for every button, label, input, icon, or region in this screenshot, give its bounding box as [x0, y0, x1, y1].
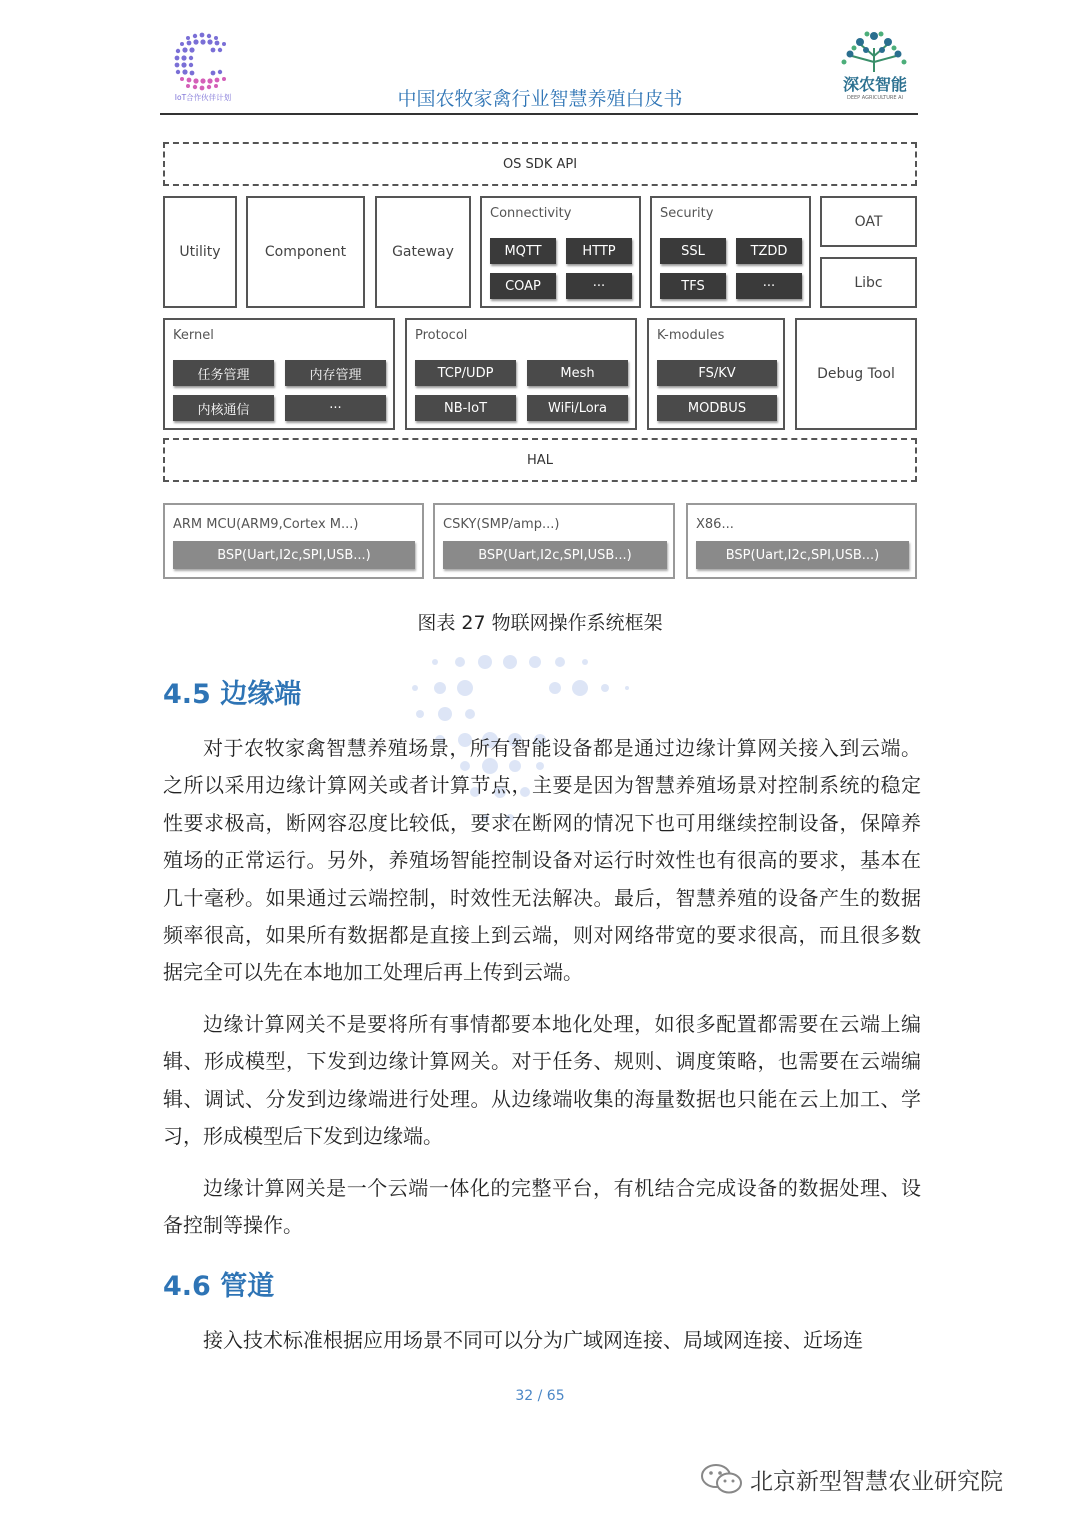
tcp-udp-chip: TCP/UDP — [415, 360, 516, 386]
header-divider — [160, 113, 918, 115]
fs-kv-chip: FS/KV — [657, 360, 777, 386]
gateway-label: Gateway — [392, 244, 454, 260]
x86-label: X86... — [696, 517, 734, 532]
paragraph-edge-1: 对于农牧家禽智慧养殖场景，所有智能设备都是通过边缘计算网关接入到云端。 之所以采用边缘计算网关或者计算节点，主要是因为智慧养殖场景对控制系统的稳定性要求极高，断网容忍度比较低，要求在断网的情况下也可用继续控制设备，保障养殖场的正常运行。另外，养殖场智能控制设备对运行时效性也有很高的要求，基本在几十毫秒。如果通过云端控制，时效性无法解决。最后，智慧养殖的设备产生的数据频率很高，如果所有数据都是直接上到云端，则对网络带宽的要求很高，而且很多数据完全可以先在本地加工处理后再上传到云端。 — [163, 736, 921, 985]
connectivity-box — [480, 196, 641, 308]
modbus-chip: MODBUS — [657, 395, 777, 421]
os-sdk-api-label: OS SDK API — [502, 156, 578, 172]
security-box — [650, 196, 811, 308]
security-label: Security — [660, 206, 714, 221]
arm-bsp-bar: BSP(Uart,I2c,SPI,USB...) — [173, 541, 415, 569]
kernel-label: Kernel — [173, 328, 214, 343]
kernel-more-chip: ··· — [285, 395, 386, 421]
http-chip: HTTP — [566, 238, 632, 264]
connectivity-label: Connectivity — [490, 206, 572, 221]
x86-box — [686, 503, 917, 579]
paragraph-edge-3: 边缘计算网关是一个云端一体化的完整平台，有机结合完成设备的数据处理、设备控制等操作。 — [163, 1176, 921, 1238]
arm-mcu-label: ARM MCU(ARM9,Cortex M...) — [173, 517, 359, 532]
protocol-label: Protocol — [415, 328, 468, 343]
debug-tool-label: Debug Tool — [817, 366, 895, 382]
svg-text:DEEP AGRICULTURE AI: DEEP AGRICULTURE AI — [846, 95, 904, 101]
os-sdk-api-layer — [163, 142, 917, 186]
libc-box — [820, 257, 917, 308]
svg-text:深农智能: 深农智能 — [842, 75, 908, 94]
hal-label: HAL — [527, 452, 553, 468]
protocol-box — [405, 318, 637, 430]
oat-label: OAT — [854, 213, 883, 230]
kernel-box — [163, 318, 395, 430]
section-heading-edge: 4.5 边缘端 — [163, 679, 302, 710]
svg-text:IoT合作伙伴计划: IoT合作伙伴计划 — [174, 93, 232, 102]
csky-bsp-bar: BSP(Uart,I2c,SPI,USB...) — [443, 541, 667, 569]
wechat-icon — [700, 1462, 744, 1496]
document-header-title: 中国农牧家禽行业智慧养殖白皮书 — [397, 88, 683, 110]
csky-box — [433, 503, 675, 579]
wifi-lora-chip: WiFi/Lora — [527, 395, 628, 421]
hal-layer — [163, 438, 917, 482]
ssl-chip: SSL — [660, 238, 726, 264]
nb-iot-chip: NB-IoT — [415, 395, 516, 421]
utility-box — [163, 196, 237, 308]
figure-caption: 图表 27 物联网操作系统框架 — [417, 612, 663, 634]
section-heading-pipeline: 4.6 管道 — [163, 1271, 275, 1302]
csky-label: CSKY(SMP/amp...) — [443, 517, 560, 532]
utility-label: Utility — [179, 244, 221, 260]
oat-box — [820, 196, 917, 247]
coap-chip: COAP — [490, 273, 556, 299]
kmodules-label: K-modules — [657, 328, 725, 343]
tzdd-chip: TZDD — [736, 238, 802, 264]
kernel-communication-chip: 内核通信 — [173, 395, 274, 421]
x86-bsp-bar: BSP(Uart,I2c,SPI,USB...) — [696, 541, 909, 569]
gateway-box — [375, 196, 471, 308]
arm-mcu-box — [163, 503, 424, 579]
task-management-chip: 任务管理 — [173, 360, 274, 386]
component-label: Component — [264, 244, 347, 260]
component-box — [246, 196, 365, 308]
security-more-chip: ··· — [736, 273, 802, 299]
mesh-chip: Mesh — [527, 360, 628, 386]
memory-management-chip: 内存管理 — [285, 360, 386, 386]
paragraph-edge-2: 边缘计算网关不是要将所有事情都要本地化处理，如很多配置都需要在云端上编辑、形成模型，下发到边缘计算网关。对于任务、规则、调度策略，也需要在云端编辑、调试、分发到边缘端进行处理。从边缘端收集的海量数据也只能在云上加工、学习，形成模型后下发到边缘端。 — [163, 1012, 921, 1149]
wechat-source-tag — [700, 1462, 1003, 1496]
debug-tool-box — [795, 318, 917, 430]
mqtt-chip: MQTT — [490, 238, 556, 264]
page-number: 32 / 65 — [515, 1388, 565, 1404]
connectivity-more-chip: ··· — [566, 273, 632, 299]
kmodules-box — [647, 318, 785, 430]
tfs-chip: TFS — [660, 273, 726, 299]
libc-label: Libc — [854, 274, 883, 291]
paragraph-pipeline: 接入技术标准根据应用场景不同可以分为广域网连接、局域网连接、近场连 — [203, 1328, 863, 1352]
wechat-source-name: 北京新型智慧农业研究院 — [750, 1468, 1003, 1495]
